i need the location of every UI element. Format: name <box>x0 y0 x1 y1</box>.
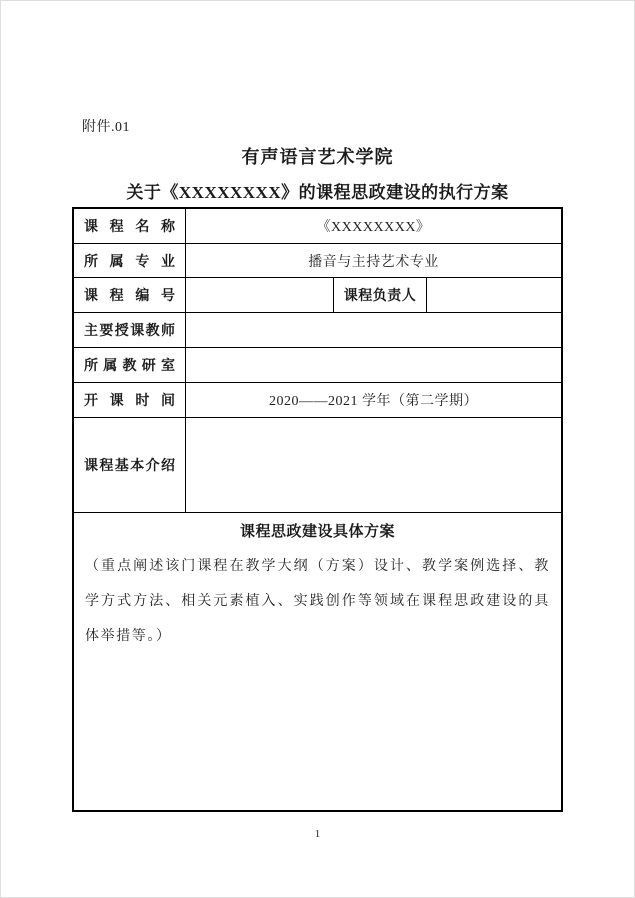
teaching-office-value <box>186 348 561 382</box>
course-leader-label: 课程负责人 <box>334 278 427 312</box>
attachment-label: 附件.01 <box>82 120 130 135</box>
course-time-value: 2020——2021 学年（第二学期） <box>269 394 478 409</box>
major-value: 播音与主持艺术专业 <box>308 254 439 270</box>
table-row-course-number <box>74 277 561 312</box>
table-row-course-intro <box>74 417 561 512</box>
course-name-label-cell <box>74 209 186 243</box>
title-block <box>0 143 635 203</box>
table-row-major <box>74 243 561 277</box>
table-row-course-time <box>74 382 561 417</box>
table-row-main-teachers <box>74 312 561 347</box>
table-row-course-name <box>74 209 561 243</box>
plan-title: 关于《XXXXXXXX》的课程思政建设的执行方案 <box>126 183 509 202</box>
section-heading: 课程思政建设具体方案 <box>239 524 395 540</box>
teaching-office-label-cell <box>74 348 186 382</box>
major-label: 所属专业 <box>84 254 175 270</box>
page-number: 1 <box>314 828 321 840</box>
teaching-office-label: 所属教研室 <box>84 359 175 374</box>
table-row-teaching-office <box>74 347 561 382</box>
course-intro-label: 课程基本介绍 <box>84 459 175 474</box>
table-section-plan <box>74 512 561 810</box>
major-label-cell <box>74 244 186 277</box>
course-time-label-cell <box>74 383 186 417</box>
course-name-label: 课程名称 <box>84 220 175 235</box>
main-teachers-value <box>186 313 561 347</box>
institute-title: 有声语言艺术学院 <box>241 147 394 167</box>
course-number-value <box>186 278 334 312</box>
main-teachers-label: 主要授课教师 <box>84 324 175 339</box>
course-intro-value <box>186 418 561 512</box>
section-note: （重点阐述该门课程在教学大纲（方案）设计、教学案例选择、教学方式方法、相关元素植入、实践创作等领域在课程思政建设的具体举措等。） <box>85 559 550 644</box>
course-time-label: 开课时间 <box>84 394 175 409</box>
main-teachers-label-cell <box>74 313 186 347</box>
course-plan-table <box>72 207 563 812</box>
course-intro-label-cell <box>74 418 186 512</box>
course-number-label-cell <box>74 278 186 312</box>
course-leader-value <box>427 278 561 312</box>
course-name-value: 《XXXXXXXX》 <box>316 220 431 235</box>
course-number-label: 课程编号 <box>84 289 175 304</box>
